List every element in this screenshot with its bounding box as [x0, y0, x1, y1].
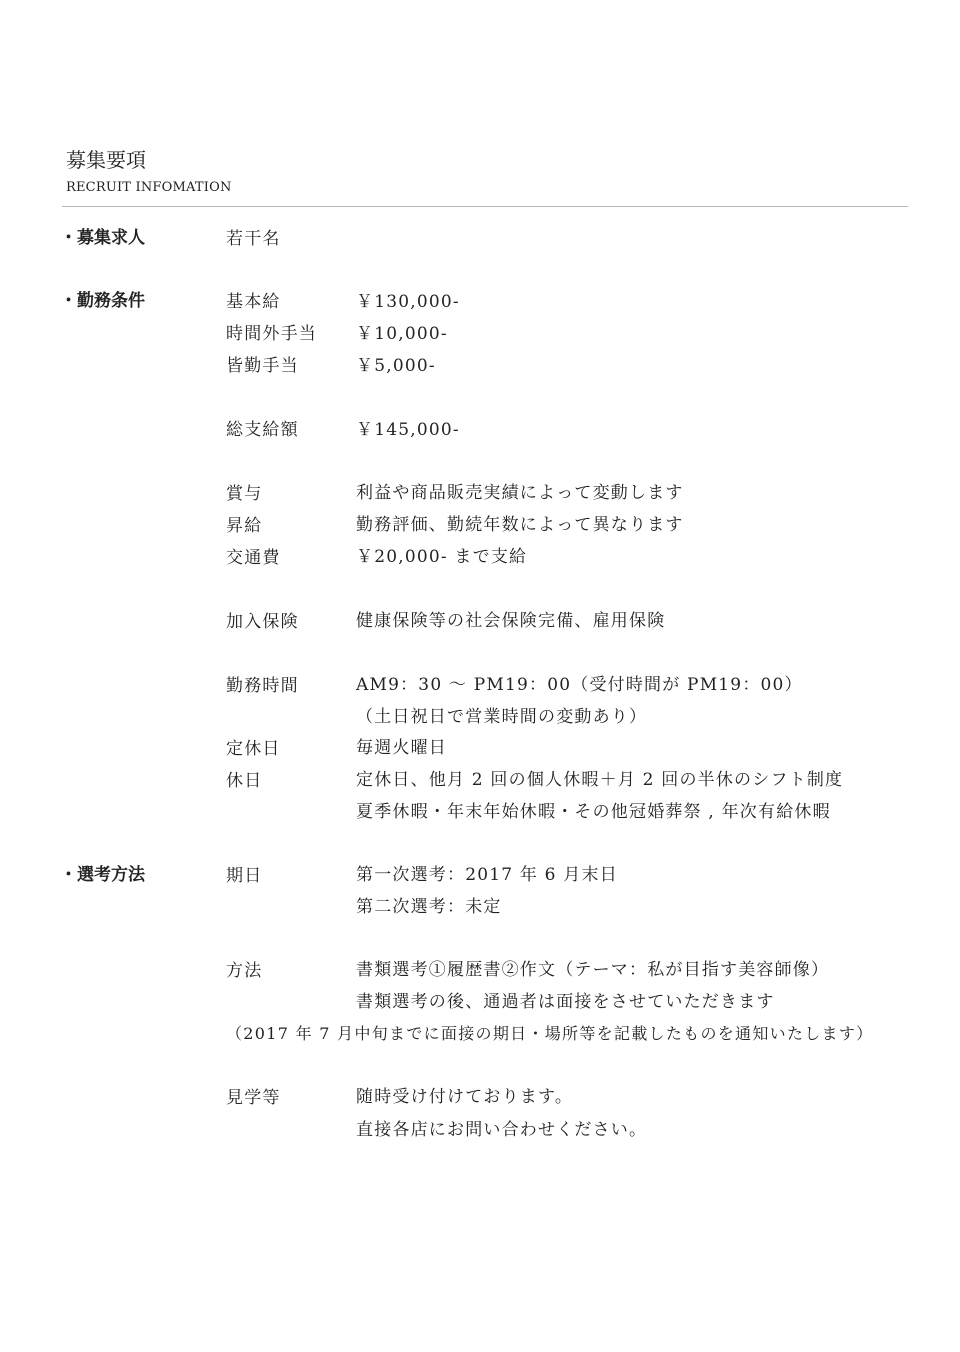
recruits-value: 若干名: [226, 229, 281, 249]
salary-base-label: 基本給: [226, 292, 281, 312]
visit-line1: 随時受け付けております。: [356, 1087, 574, 1107]
insurance-label: 加入保険: [226, 612, 299, 632]
salary-total-label: 総支給額: [226, 420, 299, 440]
method-label: 方法: [226, 961, 263, 981]
hours-line2: （土日祝日で営業時間の変動あり）: [356, 707, 648, 727]
salary-attendance-value: ￥5,000-: [356, 356, 436, 376]
regular-holiday-value: 毎週火曜日: [356, 738, 447, 758]
salary-overtime-value: ￥10,000-: [356, 324, 448, 344]
dates-line1: 第一次選考：2017 年 6 月末日: [356, 865, 618, 885]
visit-label: 見学等: [226, 1088, 281, 1108]
hours-label: 勤務時間: [226, 676, 299, 696]
holidays-line2: 夏季休暇・年末年始休暇・その他冠婚葬祭 , 年次有給休暇: [356, 802, 831, 822]
salary-base-value: ￥130,000-: [356, 292, 460, 312]
transport-label: 交通費: [226, 548, 281, 568]
method-line2: 書類選考の後、通過者は面接をさせていただきます: [356, 992, 775, 1012]
page-subtitle: RECRUIT INFOMATION: [66, 180, 232, 195]
regular-holiday-label: 定休日: [226, 739, 281, 759]
salary-total-value: ￥145,000-: [356, 420, 460, 440]
holidays-label: 休日: [226, 771, 263, 791]
hours-line1: AM9：30 ～ PM19：00（受付時間が PM19：00）: [356, 675, 803, 695]
raise-value: 勤務評価、勤続年数によって異なります: [356, 515, 684, 535]
section-heading-conditions: ・勤務条件: [60, 291, 145, 311]
salary-overtime-label: 時間外手当: [226, 324, 317, 344]
bonus-label: 賞与: [226, 484, 263, 504]
transport-value: ￥20,000- まで支給: [356, 547, 528, 567]
insurance-value: 健康保険等の社会保険完備、雇用保険: [356, 611, 666, 631]
holidays-line1: 定休日、他月 2 回の個人休暇＋月 2 回の半休のシフト制度: [356, 770, 844, 790]
header-divider: [62, 206, 908, 207]
method-note: （2017 年 7 月中旬までに面接の期日・場所等を記載したものを通知いたします）: [226, 1024, 874, 1043]
section-heading-selection: ・選考方法: [60, 865, 145, 885]
page-title: 募集要項: [66, 148, 146, 172]
method-line1: 書類選考①履歴書②作文（テーマ：私が目指す美容師像）: [356, 960, 830, 980]
dates-line2: 第二次選考：未定: [356, 897, 502, 917]
salary-attendance-label: 皆勤手当: [226, 356, 299, 376]
bonus-value: 利益や商品販売実績によって変動します: [356, 483, 684, 503]
raise-label: 昇給: [226, 516, 263, 536]
section-heading-recruits: ・募集求人: [60, 228, 145, 248]
dates-label: 期日: [226, 866, 263, 886]
visit-line2: 直接各店にお問い合わせください。: [356, 1120, 648, 1140]
